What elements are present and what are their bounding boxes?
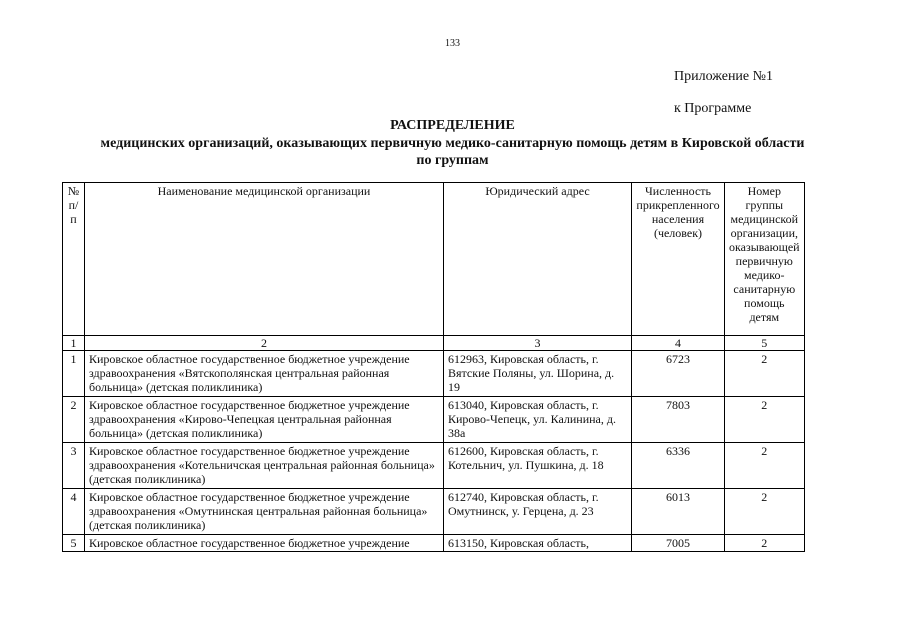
appendix-program: к Программе [674,101,752,116]
column-number: 4 [632,336,725,351]
org-address: 613040, Кировская область, г. Кирово-Чепецк, ул. Калинина, д. 38а [444,397,632,443]
document-title: РАСПРЕДЕЛЕНИЕ [390,118,515,133]
header-group: Номер группы медицинской организации, оказывающей первичную медико-санитарную помощь детям [725,183,805,336]
org-name: Кировское областное государственное бюджетное учреждение здравоохранения «Котельничская центральная районная больница» (детская поликлиника) [85,443,444,489]
org-population: 6336 [632,443,725,489]
header-population: Численность прикрепленного населения (человек) [632,183,725,336]
column-number-row [63,336,805,351]
org-group: 2 [725,351,805,397]
org-name: Кировское областное государственное бюджетное учреждение здравоохранения «Омутнинская центральная районная больница» (детская поликлиника) [85,489,444,535]
org-address: 612740, Кировская область, г. Омутнинск, у. Герцена, д. 23 [444,489,632,535]
org-population: 6013 [632,489,725,535]
row-number: 1 [63,351,85,397]
row-number: 2 [63,397,85,443]
row-number: 5 [63,535,85,552]
org-group: 2 [725,443,805,489]
org-population: 7803 [632,397,725,443]
document-subtitle: медицинских организаций, оказывающих первичную медико-санитарную помощь детям в Кировской области [100,136,805,151]
header-name: Наименование медицинской организации [85,183,444,336]
org-population: 7005 [632,535,725,552]
row-number: 4 [63,489,85,535]
org-population: 6723 [632,351,725,397]
org-group: 2 [725,397,805,443]
table-row [63,489,805,535]
org-address: 613150, Кировская область, [444,535,632,552]
column-number: 5 [725,336,805,351]
header-number: № п/п [63,183,85,336]
org-group: 2 [725,535,805,552]
row-number: 3 [63,443,85,489]
appendix-label: Приложение №1 [674,69,773,84]
table-row [63,351,805,397]
document-subtitle-end: по группам [416,153,489,168]
table-row [63,535,805,552]
org-address: 612963, Кировская область, г. Вятские Поляны, ул. Шорина, д. 19 [444,351,632,397]
org-name: Кировское областное государственное бюджетное учреждение здравоохранения «Вятскополянская центральная районная больница» (детская поликлиника) [85,351,444,397]
table-row [63,397,805,443]
org-group: 2 [725,489,805,535]
org-name: Кировское областное государственное бюджетное учреждение здравоохранения «Кирово-Чепецкая центральная районная больница» (детская поликлиника) [85,397,444,443]
org-name: Кировское областное государственное бюджетное учреждение [85,535,444,552]
organizations-table [62,182,805,552]
org-address: 612600, Кировская область, г. Котельнич, ул. Пушкина, д. 18 [444,443,632,489]
page-number: 133 [445,38,460,49]
table-row [63,443,805,489]
column-number: 2 [85,336,444,351]
header-address: Юридический адрес [444,183,632,336]
column-number: 1 [63,336,85,351]
table-header-row [63,183,805,336]
column-number: 3 [444,336,632,351]
